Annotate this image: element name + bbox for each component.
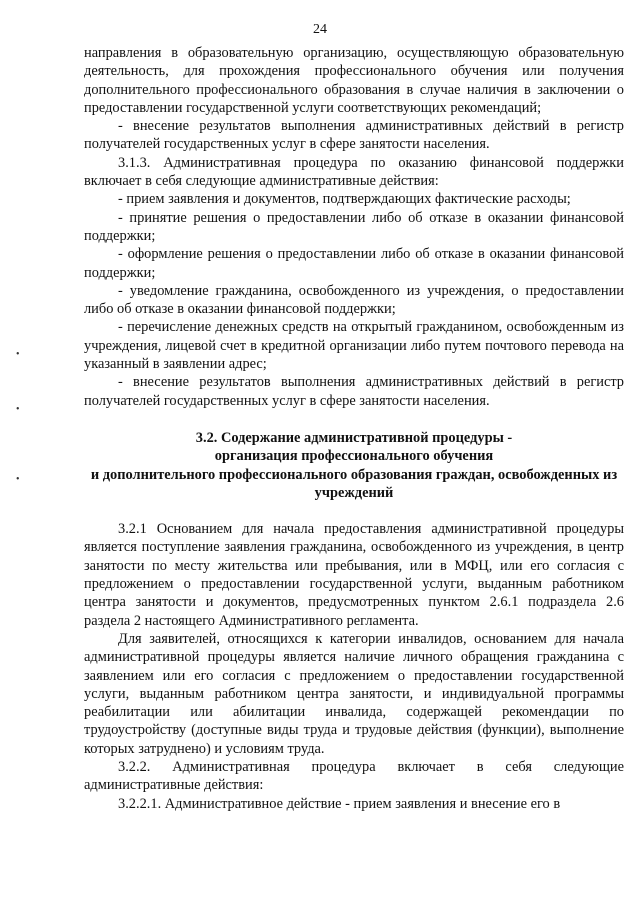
list-item: - внесение результатов выполнения административных действий в регистр получателей государственных услуг в сфере занятости населения. [84, 118, 624, 153]
document-body [84, 44, 624, 813]
heading-line: и дополнительного профессионального образования граждан, освобожденных из учреждений [90, 466, 618, 501]
list-item: - перечисление денежных средств на открытый гражданином, освобожденным из учреждения, лицевой счет в кредитной организации либо путем почтового перевода на указанный в заявлении адрес; [84, 319, 624, 373]
heading-line: организация профессионального обучения [214, 448, 494, 465]
paragraph: 3.2.2.1. Административное действие - прием заявления и внесение его в [118, 795, 561, 812]
section-heading [84, 429, 624, 502]
list-item: - оформление решения о предоставлении либо об отказе в оказании финансовой поддержки; [84, 246, 624, 281]
paragraph: 3.1.3. Административная процедура по оказанию финансовой поддержки включает в себя следующие административные действия: [84, 154, 624, 190]
scan-mark: • [16, 404, 20, 415]
page-number: 24 [313, 22, 327, 37]
list-item: - внесение результатов выполнения административных действий в регистр получателей государственных услуг в сфере занятости населения. [84, 374, 624, 409]
paragraph: Для заявителей, относящихся к категории инвалидов, основанием для начала административной процедуры является наличие личного обращения гражданина с заявлением или его согласия с предложением о предоставлении государственной услуги, выданным работником центра занятости, и индивидуальной программы реабилитации или абилитации инвалида, содержащей рекомендации по трудоустройству (доступные виды труда и трудовые действия (функции), выполнение которых затруднено) и условиям труда. [84, 630, 624, 757]
paragraph: 3.2.2. Административная процедура включает в себя следующие административные действия: [84, 758, 624, 794]
list-item: - принятие решения о предоставлении либо об отказе в оказании финансовой поддержки; [84, 209, 624, 244]
paragraph: направления в образовательную организацию, осуществляющую образовательную деятельность, для прохождения профессионального обучения или получения дополнительного профессионального образования в случае наличия в заключении о предоставлении государственной услуги соответствующих рекомендаций; [84, 45, 624, 116]
paragraph: 3.2.1 Основанием для начала предоставления административной процедуры является поступление заявления гражданина, освобожденного из учреждения, в центр занятости по месту жительства или пребывания, или в МФЦ, или его согласия с предложением о предоставлении государственной услуги, выданным работником центра занятости и документов, предусмотренных пунктом 2.6.1 подраздела 2.6 раздела 2 настоящего Административного регламента. [84, 521, 624, 629]
heading-line: 3.2. Содержание административной процедуры - [195, 429, 513, 446]
scan-mark: • [16, 349, 20, 360]
list-item: - прием заявления и документов, подтверждающих фактические расходы; [118, 191, 571, 208]
list-item: - уведомление гражданина, освобожденного из учреждения, о предоставлении либо об отказе в оказании финансовой поддержки; [84, 282, 624, 318]
scan-mark: • [16, 474, 20, 485]
